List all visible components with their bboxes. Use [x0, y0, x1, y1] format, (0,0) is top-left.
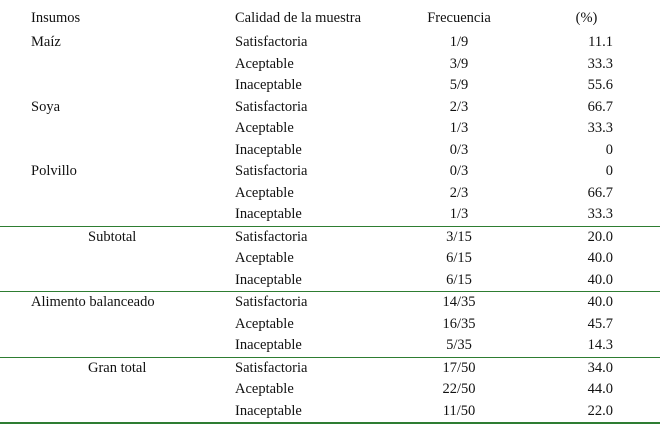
- header-percent: (%): [575, 10, 598, 26]
- cell-frecuencia: 0/3: [449, 163, 469, 179]
- table-row: [0, 292, 660, 314]
- cell-insumo: [0, 401, 230, 424]
- cell-insumo: [0, 248, 230, 270]
- cell-frecuencia: 14/35: [442, 294, 476, 310]
- cell-frecuencia: 16/35: [442, 315, 476, 332]
- cell-insumo: [0, 270, 230, 292]
- cell-calidad: Inaceptable: [230, 335, 415, 357]
- cell-frecuencia: 1/3: [415, 204, 525, 226]
- cell-calidad: Satisfactoria: [235, 359, 308, 376]
- cell-percent: 45.7: [587, 315, 613, 332]
- cell-insumo: Polvillo: [31, 163, 77, 179]
- cell-percent: 55.6: [587, 77, 613, 93]
- cell-percent: 11.1: [588, 34, 613, 50]
- cell-insumo: [0, 183, 230, 205]
- results-table-container: [0, 4, 660, 424]
- cell-percent: 14.3: [525, 335, 660, 357]
- cell-percent: 33.3: [587, 120, 613, 136]
- cell-frecuencia: 0/3: [449, 141, 469, 158]
- cell-insumo: Alimento balanceado: [31, 294, 155, 310]
- cell-calidad: Aceptable: [235, 381, 294, 397]
- cell-frecuencia: 6/15: [415, 270, 525, 292]
- cell-frecuencia: 11/50: [415, 401, 525, 424]
- table-header: [0, 4, 660, 32]
- cell-calidad: Satisfactoria: [235, 294, 308, 310]
- table-row: [0, 183, 660, 205]
- header-calidad: Calidad de la muestra: [235, 10, 362, 26]
- cell-insumo: Subtotal: [88, 228, 137, 245]
- cell-calidad: Aceptable: [235, 250, 294, 266]
- cell-percent: 66.7: [587, 98, 613, 115]
- header-row: [0, 4, 660, 32]
- table-row: [0, 204, 660, 226]
- cell-calidad: Inaceptable: [230, 204, 415, 226]
- cell-percent: 44.0: [587, 381, 613, 397]
- table-row: [0, 75, 660, 97]
- cell-calidad: Inaceptable: [235, 77, 302, 93]
- cell-percent: 33.3: [587, 55, 613, 72]
- table-row: [0, 54, 660, 76]
- cell-calidad: Aceptable: [235, 315, 294, 332]
- cell-frecuencia: 3/15: [446, 228, 472, 245]
- cell-percent: 34.0: [587, 359, 613, 376]
- cell-insumo: Gran total: [88, 359, 147, 376]
- cell-insumo: [0, 118, 230, 140]
- cell-calidad: Satisfactoria: [235, 34, 308, 50]
- cell-frecuencia: 1/3: [449, 120, 469, 136]
- cell-frecuencia: 3/9: [449, 55, 469, 72]
- table-row: [0, 97, 660, 119]
- table-row: [0, 314, 660, 336]
- cell-percent: 40.0: [587, 250, 613, 266]
- cell-percent: 0: [605, 141, 613, 158]
- cell-percent: 20.0: [587, 228, 613, 245]
- cell-frecuencia: 2/3: [449, 98, 469, 115]
- cell-insumo: [0, 204, 230, 226]
- table-row: [0, 248, 660, 270]
- cell-frecuencia: 22/50: [442, 381, 476, 397]
- cell-insumo: [0, 75, 230, 97]
- cell-insumo: Soya: [31, 98, 60, 115]
- cell-calidad: Satisfactoria: [235, 98, 308, 115]
- cell-percent: 40.0: [587, 294, 613, 310]
- cell-calidad: Satisfactoria: [235, 163, 308, 179]
- table-row: [0, 118, 660, 140]
- cell-calidad: Inaceptable: [230, 401, 415, 424]
- cell-percent: 33.3: [525, 204, 660, 226]
- cell-percent: 0: [605, 163, 613, 179]
- cell-calidad: Inaceptable: [230, 270, 415, 292]
- table-row: [0, 270, 660, 292]
- table-row: [0, 32, 660, 54]
- table-row: [0, 161, 660, 183]
- table-row: [0, 335, 660, 357]
- cell-calidad: Aceptable: [235, 184, 294, 201]
- cell-insumo: [0, 54, 230, 76]
- table-row: [0, 357, 660, 379]
- header-insumos: Insumos: [31, 10, 81, 26]
- cell-insumo: Maíz: [31, 34, 61, 50]
- cell-frecuencia: 6/15: [446, 250, 472, 266]
- cell-calidad: Inaceptable: [235, 141, 302, 158]
- table-row: [0, 140, 660, 162]
- cell-frecuencia: 5/9: [449, 77, 469, 93]
- cell-insumo: [0, 314, 230, 336]
- cell-percent: 40.0: [525, 270, 660, 292]
- cell-insumo: [0, 379, 230, 401]
- cell-calidad: Aceptable: [235, 120, 294, 136]
- cell-frecuencia: 5/35: [415, 335, 525, 357]
- cell-insumo: [0, 140, 230, 162]
- cell-percent: 22.0: [525, 401, 660, 424]
- cell-calidad: Aceptable: [235, 55, 294, 72]
- cell-insumo: [0, 335, 230, 357]
- cell-calidad: Satisfactoria: [235, 228, 308, 245]
- table-body: [0, 32, 660, 423]
- table-row: [0, 401, 660, 424]
- quality-table: [0, 4, 660, 424]
- cell-frecuencia: 1/9: [449, 34, 469, 50]
- cell-percent: 66.7: [587, 184, 613, 201]
- cell-frecuencia: 2/3: [449, 184, 469, 201]
- table-row: [0, 379, 660, 401]
- header-frecuencia: Frecuencia: [427, 10, 491, 26]
- cell-frecuencia: 17/50: [442, 359, 476, 376]
- table-row: [0, 226, 660, 248]
